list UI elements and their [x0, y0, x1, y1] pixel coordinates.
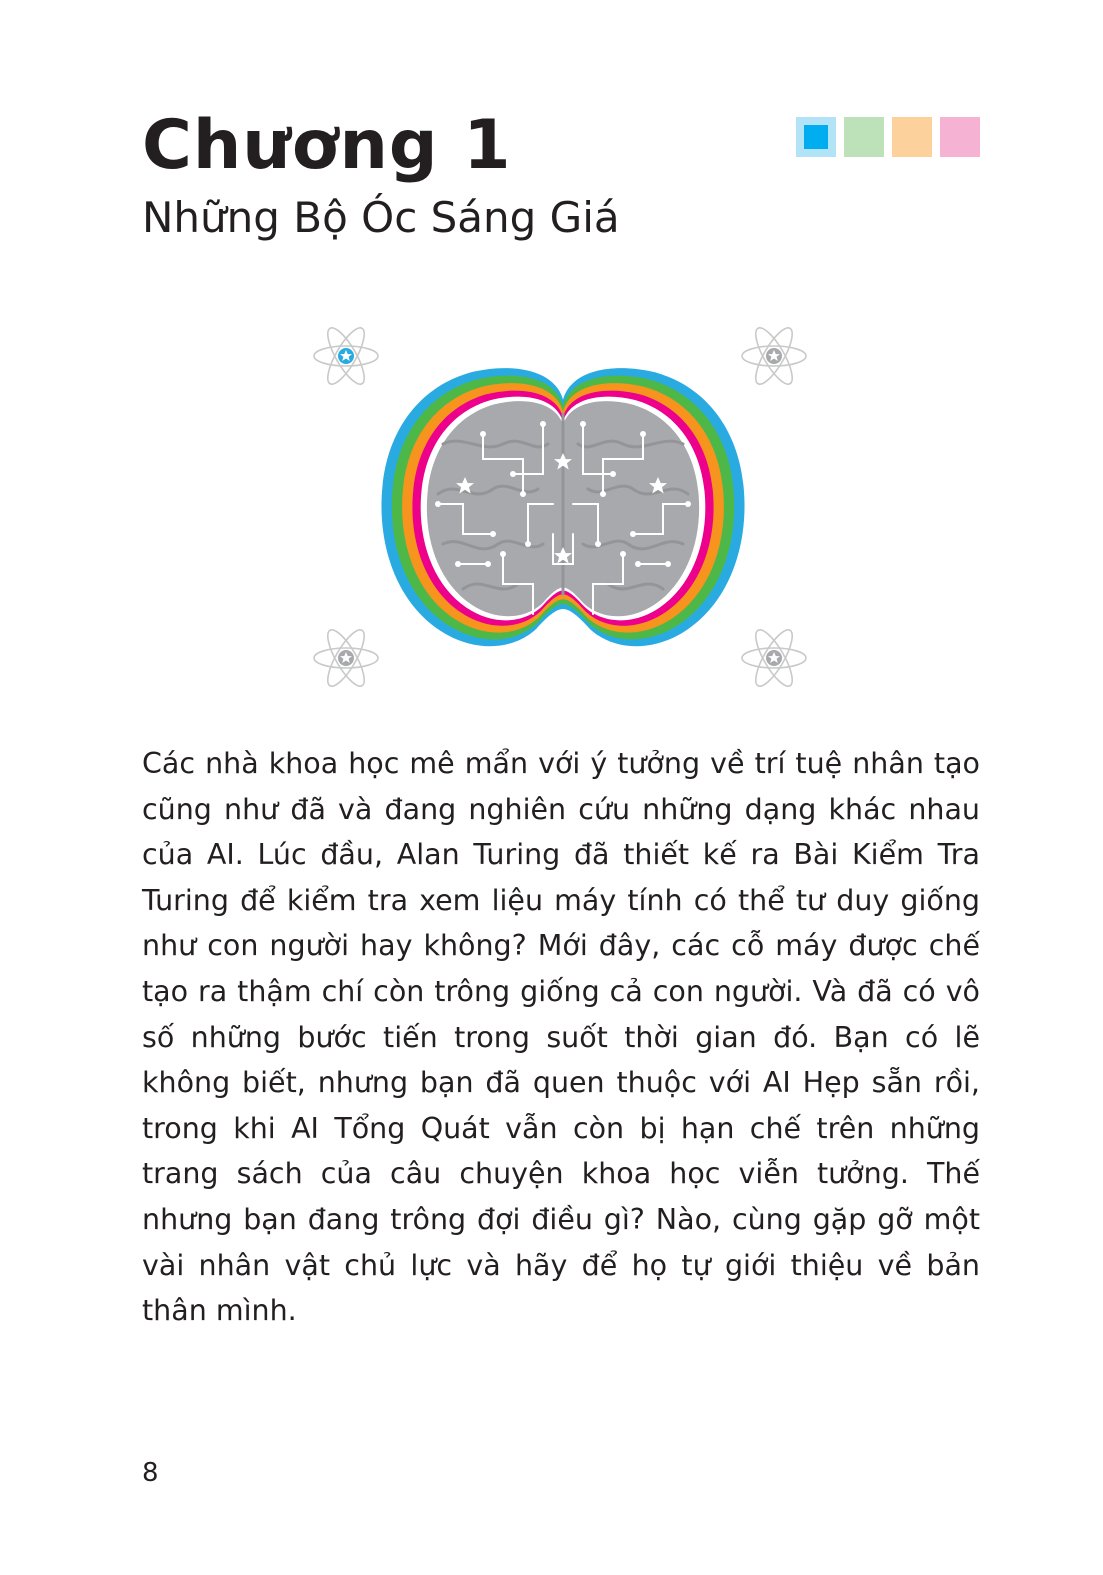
atom-icon-bottom-left [314, 625, 378, 690]
swatch-green [844, 117, 884, 157]
atom-icon-top-left [314, 323, 378, 388]
swatch-orange [892, 117, 932, 157]
atom-icon-bottom-right [742, 625, 806, 690]
body-paragraph: Các nhà khoa học mê mẩn với ý tưởng về trí tuệ nhân tạo cũng như đã và đang nghiên cứu những dạng khác nhau của AI. Lúc đầu, Alan Turing đã thiết kế ra Bài Kiểm Tra Turing để kiểm tra xem liệu máy tính có thể tư duy giống như con người hay không? Mới đây, các cỗ máy được chế tạo ra thậm chí còn trông giống cả con người. Và đã có vô số những bước tiến trong suốt thời gian đó. Bạn có lẽ không biết, nhưng bạn đã quen thuộc với AI Hẹp sẵn rồi, trong khi AI Tổng Quát vẫn còn bị hạn chế trên những trang sách của câu chuyện khoa học viễn tưởng. Thế nhưng bạn đang trông đợi điều gì? Nào, cùng gặp gỡ một vài nhân vật chủ lực và hãy để họ tự giới thiệu về bản thân mình. [142, 747, 980, 1328]
chapter-subtitle: Những Bộ Óc Sáng Giá [142, 193, 620, 242]
swatch-blue-inner [804, 125, 828, 149]
page-number: 8 [142, 1458, 159, 1488]
color-swatches [796, 117, 980, 157]
swatch-blue [796, 117, 836, 157]
chapter-title: Chương 1 [142, 106, 512, 185]
atom-icon-top-right [742, 323, 806, 388]
swatch-pink [940, 117, 980, 157]
brain-circuit-illustration [300, 308, 820, 708]
